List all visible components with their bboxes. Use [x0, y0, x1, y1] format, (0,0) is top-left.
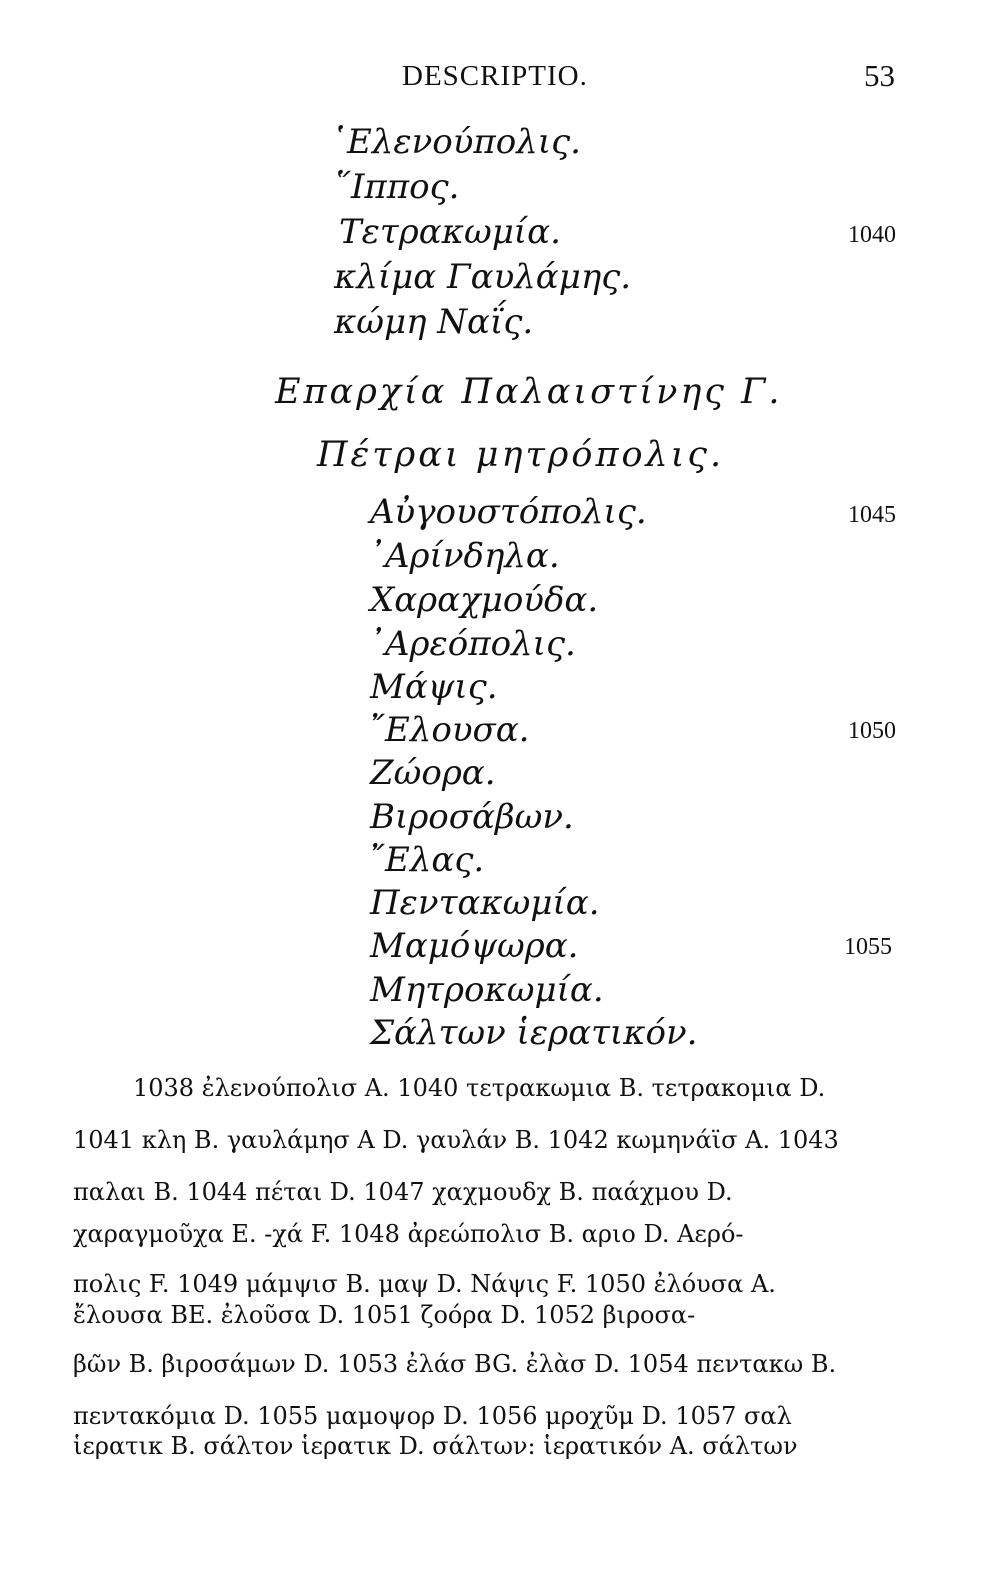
entry-line: Μητροκωμία. — [370, 970, 604, 1010]
entry-line: Μαμόψωρα. — [370, 926, 579, 966]
line-number: 1040 — [848, 222, 896, 248]
footnote-line: 1041 κλη B. γαυλάμησ A D. γαυλάν B. 1042 κωμηνάϊσ A. 1043 — [73, 1126, 839, 1154]
entry-line: κώμη Ναΐς. — [334, 302, 534, 342]
entry-line: ῎Ελας. — [368, 840, 485, 880]
entry-line: ῾Ελενούπολις. — [330, 122, 581, 162]
entry-line: Ζώορα. — [370, 753, 496, 793]
entry-line: Μάψις. — [370, 667, 498, 707]
entry-line: Αὐγουστόπολις. — [370, 492, 647, 532]
footnote-line: παλαι B. 1044 πέται D. 1047 χαχμουδχ B. παάχμου D. — [73, 1178, 733, 1206]
footnote-line: 1038 ἐλενούπολισ A. 1040 τετρακωμια B. τετρακομια D. — [133, 1074, 826, 1102]
entry-line: Σάλτων ἱερατικόν. — [370, 1013, 698, 1053]
entry-line: Βιροσάβων. — [370, 797, 574, 837]
entry-line: ᾿Αρίνδηλα. — [368, 536, 560, 576]
entry-line: ῞Ιππος. — [334, 167, 460, 207]
entry-line: ᾿Αρεόπολις. — [368, 624, 576, 664]
footnote-line: βῶν B. βιροσάμων D. 1053 ἐλάσ BG. ἐλὰσ D. 1054 πεντακω B. — [73, 1350, 837, 1378]
footnote-line: πολις F. 1049 μάμψισ B. μαψ D. Νάψις F. 1050 ἐλόυσα A. — [73, 1270, 776, 1298]
province-heading: Επαρχία Παλαιστίνης Γ. — [275, 372, 783, 412]
metropolis-heading: Πέτραι μητρόπολις. — [317, 435, 725, 475]
footnote-line: ἔλουσα BE. ἐλοῦσα D. 1051 ζοόρα D. 1052 βιροσα- — [73, 1301, 696, 1329]
running-title: DESCRIPTIO. — [402, 60, 588, 92]
entry-line: Τετρακωμία. — [339, 212, 561, 252]
entry-line: Χαραχμούδα. — [370, 580, 599, 620]
line-number: 1045 — [848, 502, 896, 528]
footnote-line: ἱερατικ B. σάλτον ἱερατικ D. σάλτων: ἱερατικόν A. σάλτων — [73, 1432, 798, 1460]
line-number: 1050 — [848, 718, 896, 744]
entry-line: Πεντακωμία. — [370, 883, 600, 923]
footnote-line: πεντακόμια D. 1055 μαμοψορ D. 1056 μροχῦμ D. 1057 σαλ — [73, 1402, 792, 1430]
entry-line: ῎Ελουσα. — [368, 710, 530, 750]
footnote-line: χαραγμοῦχα E. -χά F. 1048 ἀρεώπολισ B. αριο D. Αερό- — [73, 1220, 744, 1248]
page-number: 53 — [864, 58, 895, 93]
entry-line: κλίμα Γαυλάμης. — [334, 257, 632, 297]
line-number: 1055 — [844, 934, 892, 960]
